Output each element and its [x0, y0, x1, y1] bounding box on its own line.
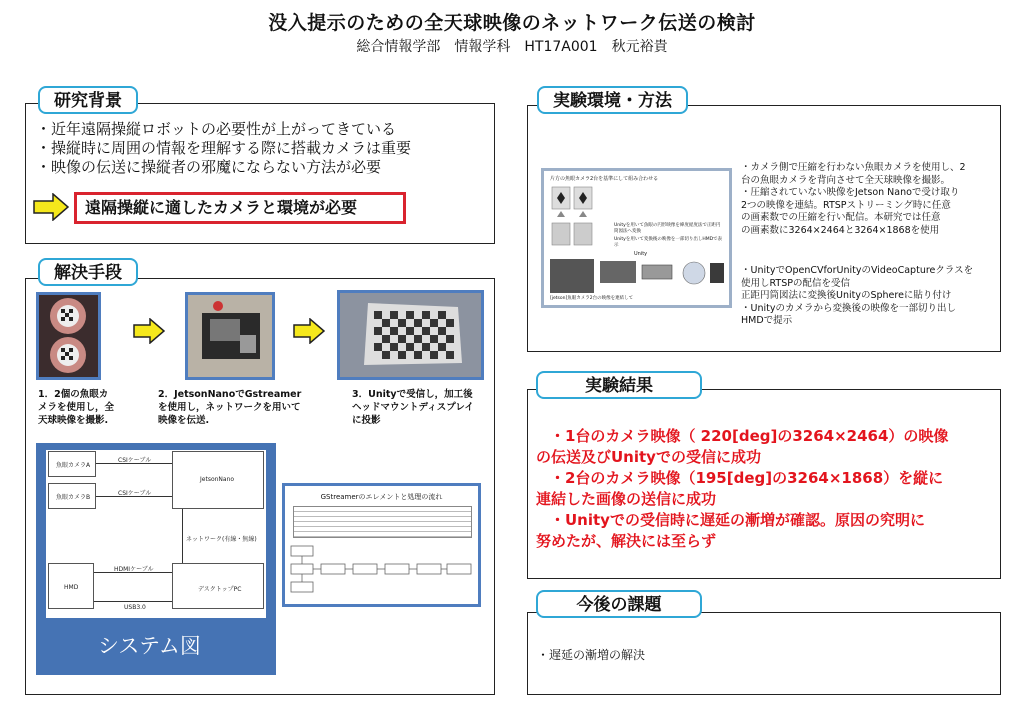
- figure-footer: [jetson]魚眼カメラ2台の映像を連結して: [550, 296, 634, 301]
- environment-text-1: [741, 162, 991, 237]
- env-line-4: 2つの映像を連結。RTSPストリーミング時に任意: [741, 199, 951, 211]
- env-line-2: 台の魚眼カメラを背向させて全天球映像を撮影。: [741, 174, 951, 186]
- env2-line-1: ・UnityでOpenCVforUnityのVideoCaptureクラスを: [741, 265, 974, 276]
- gstreamer-code-box: [293, 506, 472, 538]
- network-label: ネットワーク(有線・無線): [186, 536, 257, 543]
- env-line-5: の画素数での圧縮を行い配信。本研究では任意: [741, 212, 941, 223]
- jetson-photo: [185, 292, 275, 380]
- camera-a-label: 魚眼カメラA: [56, 462, 91, 469]
- usb-label: USB3.0: [124, 604, 146, 611]
- future-label: 今後の課題: [536, 590, 702, 618]
- results-label: 実験結果: [536, 371, 702, 399]
- environment-figure: [541, 168, 732, 308]
- step-3-caption: 3．Unityで受信し，加工後ヘッドマウントディスプレイに投影: [352, 389, 474, 426]
- camera-b-label: 魚眼カメラB: [56, 494, 91, 501]
- figure-note-1: Unityを用いて魚眼の円形映像を緯度経度法で正距円筒図法へ変換: [614, 223, 721, 234]
- hmd-label: HMD: [64, 584, 79, 591]
- env2-line-2: 使用しRTSPの配信を受信: [741, 277, 850, 289]
- gstreamer-flow: [289, 542, 475, 598]
- right-arrow-icon: [33, 193, 69, 221]
- result-line-2: の伝送及びUnityでの受信に成功: [536, 448, 761, 466]
- environment-label: 実験環境・方法: [537, 86, 688, 114]
- author-line: 総合情報学部 情報学科 HT17A001 秋元裕貴: [356, 39, 668, 55]
- network-line: [182, 509, 183, 563]
- right-arrow-icon: [133, 318, 165, 344]
- desktop-label: デスクトップPC: [198, 586, 242, 593]
- environment-text-2: [741, 265, 991, 328]
- env2-line-5: HMDで提示: [741, 315, 793, 326]
- csi-a-label: CSIケーブル: [118, 457, 152, 464]
- jetson-label: JetsonNano: [200, 476, 235, 483]
- figure-note-2: Unityを用いて変換後の映像を一部切り出しHMDで表示: [614, 237, 723, 248]
- background-bullet-2: ・操縦時に周囲の情報を理解する際に搭載カメラは重要: [36, 139, 412, 157]
- env-line-1: ・カメラ側で圧縮を行わない魚眼カメラを使用し、2: [741, 162, 966, 173]
- figure-fisheye-icons: [550, 185, 596, 295]
- unity-photo: [337, 290, 484, 380]
- system-caption: システム図: [98, 634, 201, 658]
- background-bullet-3: ・映像の伝送に操縦者の邪魔にならない方法が必要: [36, 158, 382, 176]
- background-conclusion: 遠隔操縦に適したカメラと環境が必要: [74, 192, 406, 224]
- env-line-6: の画素数に3264×2464と3264×1868を使用: [741, 224, 940, 236]
- figure-unity-label: Unity: [634, 251, 648, 257]
- result-line-1: ・1台のカメラ映像（ 220[deg]の3264×2464）の映像: [550, 427, 949, 445]
- poster-title: 没入提示のための全天球映像のネットワーク伝送の検討: [268, 12, 756, 34]
- right-arrow-icon: [293, 318, 325, 344]
- gstreamer-panel: [282, 483, 481, 607]
- env2-line-3: 正距円筒図法に変換後UnityのSphereに貼り付け: [741, 290, 952, 301]
- step-1-caption: 1．2個の魚眼カメラを使用し，全天球映像を撮影.: [38, 389, 115, 426]
- result-line-3: ・2台のカメラ映像（195[deg]の3264×1868）を縦に: [550, 469, 944, 487]
- results-text: [536, 426, 994, 552]
- env-line-3: ・圧縮されていない映像をJetson Nanoで受け取り: [741, 187, 960, 198]
- result-line-5: ・Unityでの受信時に遅延の漸増が確認。原因の究明に: [550, 511, 925, 529]
- figure-title: 片方の魚眼カメラ2台を基準にして組み合わせる: [550, 176, 659, 182]
- result-line-4: 連結した画像の送信に成功: [536, 490, 717, 508]
- future-text: ・遅延の漸増の解決: [537, 648, 646, 662]
- step-2-caption: 2．JetsonNanoでGstreamerを使用し，ネットワークを用いて映像を伝送.: [158, 389, 302, 426]
- figure-unity-diagram: [596, 259, 726, 291]
- background-label: 研究背景: [38, 86, 138, 114]
- gstreamer-title: GStreamerのエレメントと処理の流れ: [320, 493, 443, 501]
- hdmi-label: HDMIケーブル: [114, 566, 154, 573]
- result-line-6: 努めたが、解決には至らず: [536, 532, 717, 550]
- solution-label: 解決手段: [38, 258, 138, 286]
- csi-b-label: CSIケーブル: [118, 490, 152, 497]
- fisheye-photo: [36, 292, 101, 380]
- usb-line: [94, 601, 172, 602]
- background-bullet-1: ・近年遠隔操縦ロボットの必要性が上がってきている: [36, 120, 397, 138]
- env2-line-4: ・Unityのカメラから変換後の映像を一部切り出し: [741, 302, 956, 314]
